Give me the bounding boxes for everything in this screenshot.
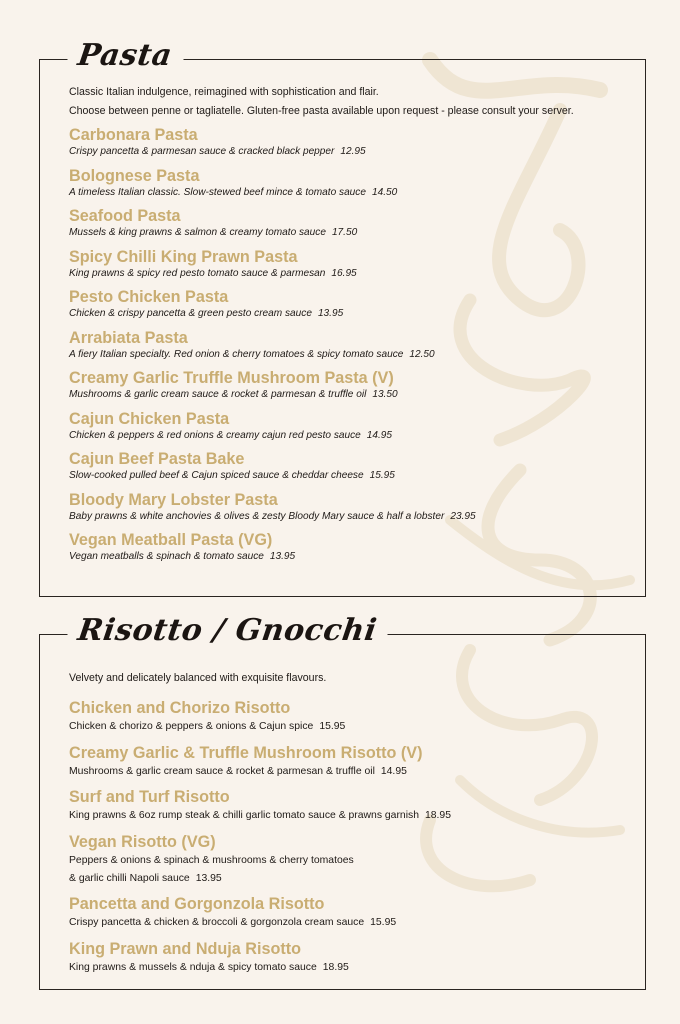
- desc-text: Chicken & chorizo & peppers & onions & Cajun spice: [69, 721, 314, 732]
- section-title-risotto: Risotto / Gnocchi: [64, 605, 392, 657]
- item-name: Arrabiata Pasta: [69, 328, 188, 347]
- item-price: 12.50: [409, 348, 435, 360]
- item-description: [69, 550, 635, 564]
- item-name: Seafood Pasta: [69, 207, 181, 225]
- item-description: [69, 186, 635, 200]
- menu-item: [69, 247, 635, 288]
- item-name: Cajun Chicken Pasta: [69, 409, 230, 428]
- item-price: 15.95: [370, 917, 397, 928]
- item-name: Creamy Garlic Truffle Mushroom Pasta (V): [69, 369, 394, 387]
- menu-item: [69, 832, 635, 888]
- item-name: Surf and Turf Risotto: [69, 788, 230, 806]
- menu-item: [69, 287, 635, 328]
- item-name: Cajun Beef Pasta Bake: [69, 450, 245, 468]
- risotto-intro: [69, 669, 635, 688]
- item-description: [69, 959, 635, 977]
- item-price: 13.50: [372, 389, 398, 400]
- item-price: 17.50: [331, 227, 358, 238]
- desc-text: Mushrooms & garlic cream sauce & rocket & parmesan & truffle oil: [69, 765, 375, 777]
- item-description: [69, 914, 635, 932]
- menu-item: [69, 368, 635, 409]
- item-name: King Prawn and Nduja Risotto: [69, 939, 302, 958]
- item-description: [69, 852, 635, 870]
- item-price: 13.95: [269, 551, 296, 562]
- desc-text: Mussels & king prawns & salmon & creamy tomato sauce: [69, 227, 326, 238]
- section-title-pasta: Pasta: [64, 30, 187, 82]
- item-price: 16.95: [331, 267, 357, 279]
- item-name: Spicy Chilli King Prawn Pasta: [69, 247, 298, 266]
- item-description: [69, 469, 635, 483]
- menu-item: [69, 743, 635, 781]
- desc-text: Peppers & onions & spinach & mushrooms & cherry tomatoes: [69, 854, 354, 866]
- item-description: [69, 763, 635, 781]
- item-description: [69, 807, 635, 825]
- menu-item: [69, 939, 635, 977]
- desc-text: A timeless Italian classic. Slow-stewed beef mince & tomato sauce: [69, 186, 366, 198]
- item-price: 18.95: [322, 961, 349, 973]
- desc-text: Chicken & crispy pancetta & green pesto cream sauce: [69, 308, 312, 319]
- item-price: 15.95: [319, 721, 346, 732]
- item-price: 14.95: [366, 429, 393, 441]
- menu-item: [69, 698, 635, 736]
- menu-item: [69, 206, 635, 247]
- item-name: Pancetta and Gorgonzola Risotto: [69, 895, 325, 913]
- item-name: Bloody Mary Lobster Pasta: [69, 490, 278, 509]
- item-name: Vegan Risotto (VG): [69, 832, 216, 851]
- menu-item: [69, 530, 635, 571]
- menu-item: [69, 490, 635, 531]
- desc-text: Chicken & peppers & red onions & creamy cajun red pesto sauce: [69, 429, 361, 441]
- item-price: 14.50: [371, 186, 398, 198]
- item-name: Vegan Meatball Pasta (VG): [69, 531, 273, 549]
- item-description: [69, 510, 635, 524]
- item-price: 13.95: [317, 308, 344, 319]
- item-price: 23.95: [450, 510, 476, 522]
- desc-text: Crispy pancetta & parmesan sauce & cracked black pepper: [69, 146, 335, 157]
- desc-text: King prawns & spicy red pesto tomato sauce & parmesan: [69, 267, 326, 279]
- desc-text: Mushrooms & garlic cream sauce & rocket & parmesan & truffle oil: [69, 389, 367, 400]
- menu-item: [69, 409, 635, 450]
- item-description: [69, 226, 635, 240]
- desc-text: King prawns & mussels & nduja & spicy tomato sauce: [69, 961, 317, 973]
- item-description: [69, 348, 635, 362]
- menu-item: [69, 449, 635, 490]
- item-description-continued: [69, 870, 635, 888]
- menu-item: [69, 894, 635, 932]
- item-name: Creamy Garlic & Truffle Mushroom Risotto (V): [69, 743, 423, 762]
- intro-line: Velvety and delicately balanced with exquisite flavours.: [69, 672, 327, 684]
- item-name: Carbonara Pasta: [69, 126, 198, 144]
- item-description: [69, 145, 635, 159]
- desc-text: & garlic chilli Napoli sauce: [69, 872, 190, 884]
- menu-item: [69, 787, 635, 825]
- menu-item: [69, 166, 635, 207]
- desc-text: Slow-cooked pulled beef & Cajun spiced sauce & cheddar cheese: [69, 470, 364, 481]
- item-description: [69, 307, 635, 321]
- item-price: 13.95: [195, 872, 222, 884]
- item-price: 12.95: [340, 146, 366, 157]
- item-price: 18.95: [424, 810, 451, 821]
- desc-text: King prawns & 6oz rump steak & chilli garlic tomato sauce & prawns garnish: [69, 810, 419, 821]
- risotto-items: [69, 698, 635, 983]
- item-name: Pesto Chicken Pasta: [69, 288, 229, 306]
- menu-item: [69, 328, 635, 369]
- item-name: Chicken and Chorizo Risotto: [69, 699, 291, 717]
- item-description: [69, 267, 635, 281]
- desc-text: A fiery Italian specialty. Red onion & cherry tomatoes & spicy tomato sauce: [69, 348, 404, 360]
- desc-text: Vegan meatballs & spinach & tomato sauce: [69, 551, 264, 562]
- item-price: 14.95: [380, 765, 407, 777]
- item-name: Bolognese Pasta: [69, 166, 200, 185]
- desc-text: Crispy pancetta & chicken & broccoli & gorgonzola cream sauce: [69, 917, 365, 928]
- item-description: [69, 388, 635, 402]
- pasta-intro: [69, 83, 635, 121]
- intro-line: Choose between penne or tagliatelle. Gluten-free pasta available upon request - please consult your server.: [69, 105, 574, 117]
- desc-text: Baby prawns & white anchovies & olives & zesty Bloody Mary sauce & half a lobster: [69, 510, 445, 522]
- pasta-items: [69, 125, 635, 571]
- menu-item: [69, 125, 635, 166]
- risotto-section: [39, 613, 646, 990]
- item-description: [69, 429, 635, 443]
- pasta-section: [39, 38, 646, 597]
- item-description: [69, 718, 635, 736]
- item-price: 15.95: [369, 470, 395, 481]
- intro-line: Classic Italian indulgence, reimagined with sophistication and flair.: [69, 86, 379, 98]
